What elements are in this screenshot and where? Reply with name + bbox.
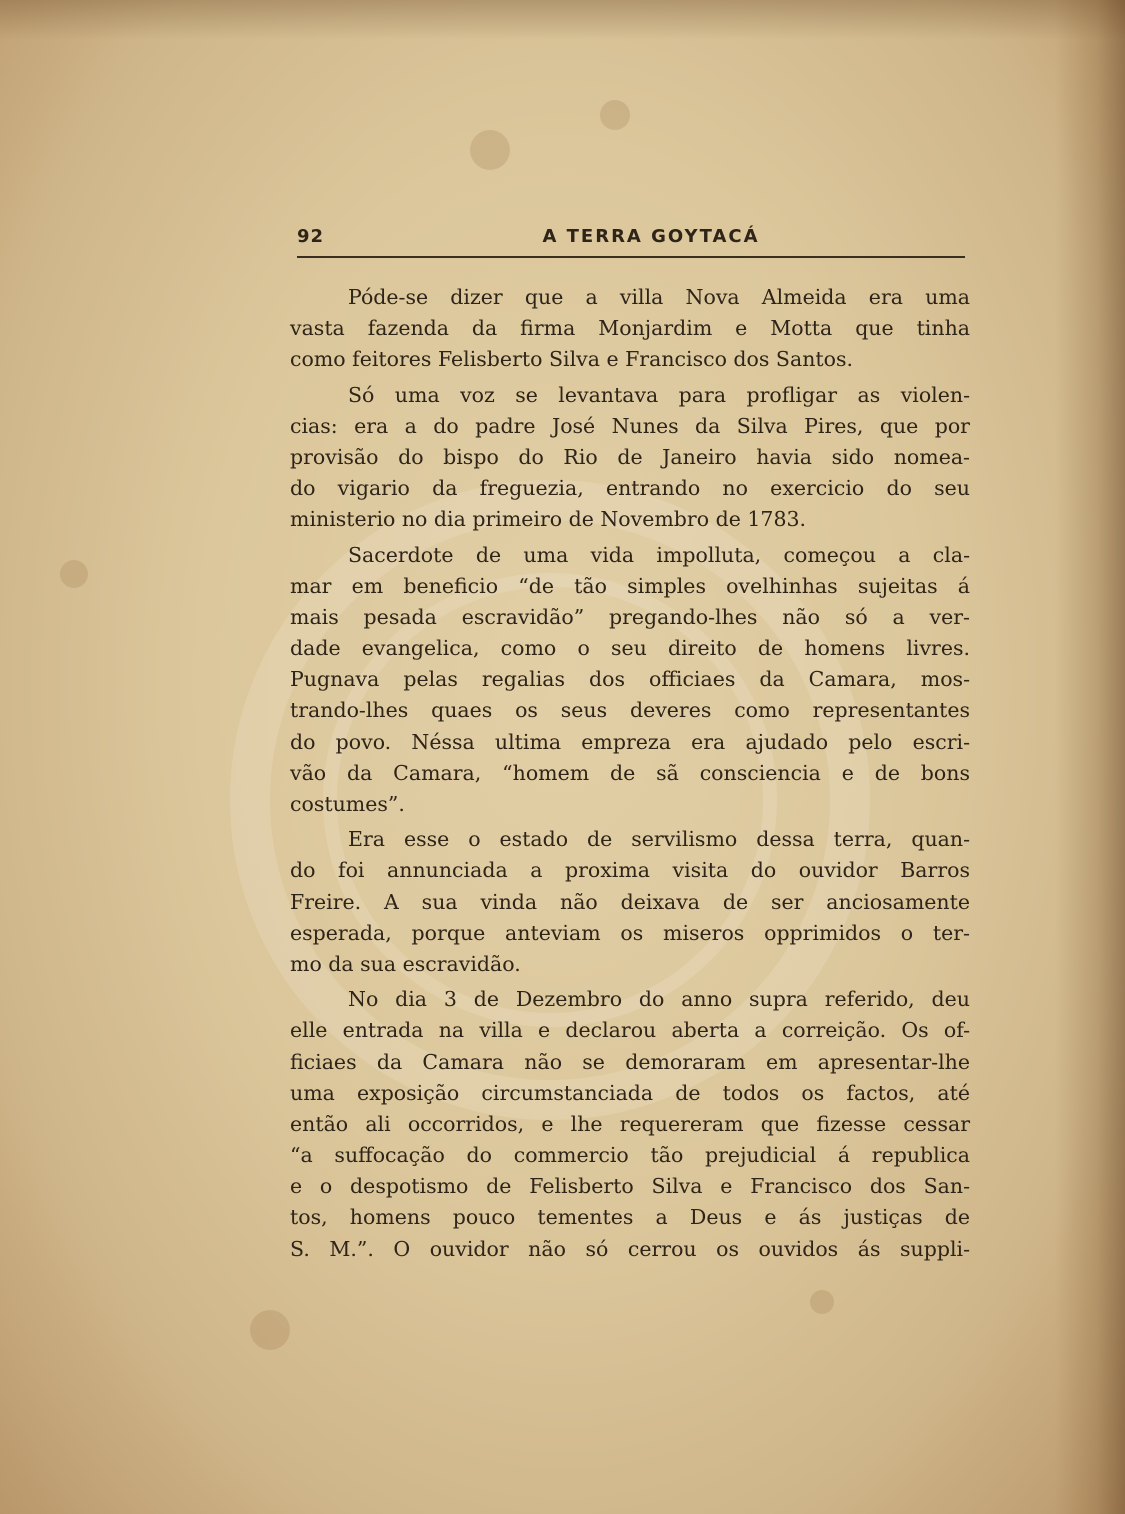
- text-line: vão da Camara, “homem de sã consciencia e de bons: [290, 760, 970, 785]
- text-line: ministerio no dia primeiro de Novembro de 1783.: [290, 507, 807, 532]
- text-line: esperada, porque anteviam os miseros opprimidos o ter-: [290, 920, 970, 945]
- text-line: do foi annunciada a proxima visita do ouvidor Barros: [290, 858, 970, 883]
- text-line: do povo. Néssa ultima empreza era ajudado pelo escri-: [290, 729, 970, 754]
- text-line: e o despotismo de Felisberto Silva e Francisco dos San-: [290, 1174, 970, 1199]
- text-line: elle entrada na villa e declarou aberta a correição. Os of-: [290, 1018, 970, 1043]
- foxing-stain: [600, 100, 630, 130]
- text-line: então ali occorridos, e lhe requereram que fizesse cessar: [290, 1111, 970, 1136]
- text-line: tos, homens pouco tementes a Deus e ás justiças de: [290, 1205, 970, 1230]
- body-text: [290, 282, 970, 1265]
- text-line: Pugnava pelas regalias dos officiaes da Camara, mos-: [290, 667, 970, 692]
- page-edge-shadow: [1055, 0, 1125, 1514]
- foxing-stain: [250, 1310, 290, 1350]
- running-title: A TERRA GOYTACÁ: [542, 226, 760, 247]
- text-line: cias: era a do padre José Nunes da Silva Pires, que por: [290, 413, 970, 438]
- foxing-stain: [470, 130, 510, 170]
- text-line: ficiaes da Camara não se demoraram em apresentar-lhe: [290, 1049, 970, 1074]
- page-header: [297, 226, 965, 258]
- text-line: mar em beneficio “de tão simples ovelhinhas sujeitas á: [290, 573, 970, 598]
- foxing-stain: [810, 1290, 834, 1314]
- text-line: Sacerdote de uma vida impolluta, começou a cla-: [348, 542, 970, 567]
- text-line: Póde-se dizer que a villa Nova Almeida era uma: [348, 285, 970, 309]
- text-line: trando-lhes quaes os seus deveres como representantes: [290, 698, 970, 723]
- text-line: como feitores Felisberto Silva e Francisco dos Santos.: [290, 347, 854, 372]
- text-line: S. M.”. O ouvidor não só cerrou os ouvidos ás suppli-: [290, 1236, 970, 1261]
- page-number: 92: [297, 226, 325, 247]
- text-line: do vigario da freguezia, entrando no exercicio do seu: [290, 476, 970, 501]
- text-line: Era esse o estado de servilismo dessa terra, quan-: [348, 827, 970, 852]
- page-top-shadow: [0, 0, 1125, 40]
- text-line: mais pesada escravidão” pregando-lhes não só a ver-: [290, 604, 970, 629]
- text-line: vasta fazenda da firma Monjardim e Motta que tinha: [290, 316, 970, 341]
- text-line: dade evangelica, como o seu direito de homens livres.: [290, 636, 970, 661]
- text-line: uma exposição circumstanciada de todos os factos, até: [290, 1080, 970, 1105]
- text-line: Só uma voz se levantava para profligar as violen-: [348, 382, 970, 407]
- text-line: No dia 3 de Dezembro do anno supra referido, deu: [348, 987, 970, 1012]
- text-line: Freire. A sua vinda não deixava de ser anciosamente: [290, 889, 970, 914]
- text-line: provisão do bispo do Rio de Janeiro havia sido nomea-: [290, 444, 970, 469]
- foxing-stain: [60, 560, 88, 588]
- text-line: costumes”.: [290, 792, 405, 816]
- text-line: mo da sua escravidão.: [290, 951, 521, 976]
- text-line: “a suffocação do commercio tão prejudicial á republica: [290, 1143, 970, 1168]
